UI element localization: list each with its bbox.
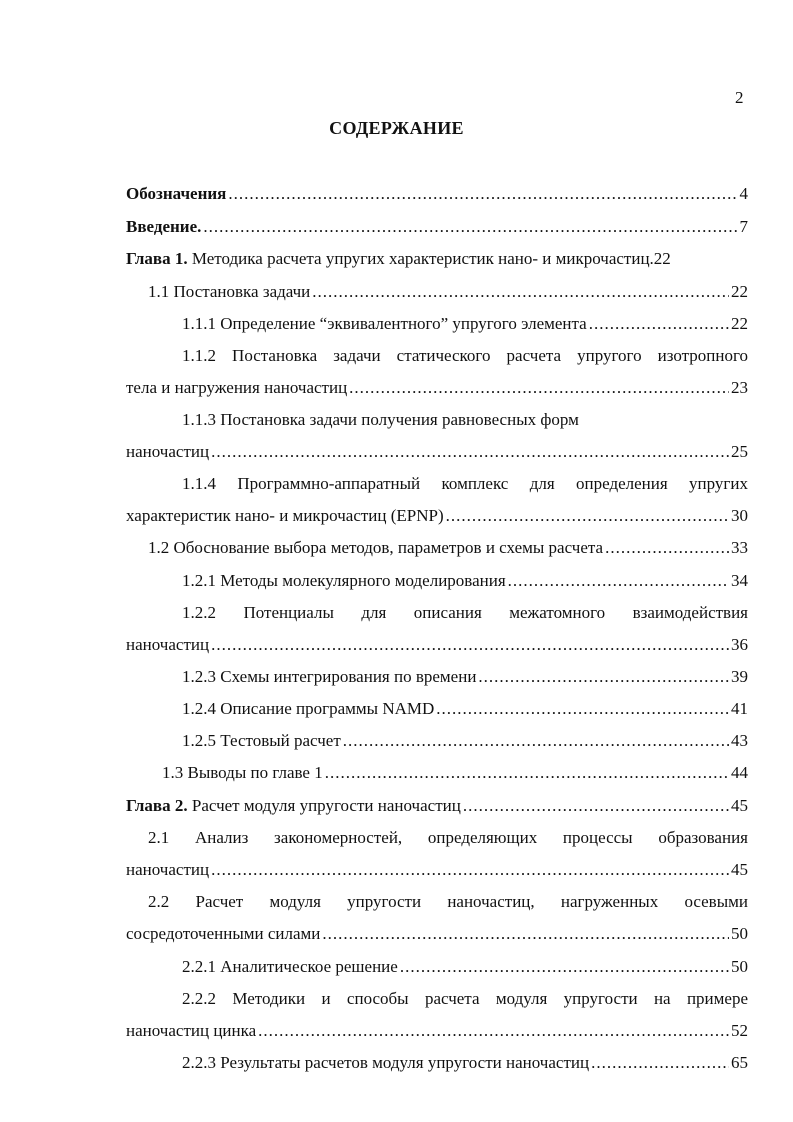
toc-leader xyxy=(400,957,729,977)
toc-label: тела и нагружения наночастиц xyxy=(126,378,348,397)
toc-label: наночастиц xyxy=(126,442,210,461)
toc-label: сосредоточенными силами xyxy=(126,924,321,943)
toc-label: Введение. xyxy=(126,217,202,236)
toc-page: 4 xyxy=(739,184,748,203)
toc-page: 25 xyxy=(731,442,748,461)
toc-page: 43 xyxy=(731,731,748,750)
toc-label: наночастиц цинка xyxy=(126,1021,257,1040)
toc-leader xyxy=(508,571,729,591)
toc-page: 34 xyxy=(731,571,748,590)
toc-page: 22 xyxy=(731,282,748,301)
toc-page: 36 xyxy=(731,635,748,654)
toc-entry-2-2-3[interactable] xyxy=(182,1053,748,1073)
toc-leader xyxy=(258,1021,729,1041)
toc-page: 22 xyxy=(731,314,748,333)
toc-entry-1-2-3[interactable] xyxy=(182,667,748,687)
toc-entry-1-1-3[interactable] xyxy=(126,442,748,462)
toc-leader xyxy=(211,442,729,462)
toc-entry-chapter-1[interactable] xyxy=(126,249,748,269)
toc-entry-1-1-2-line1[interactable]: 1.1.2 Постановка задачи статического расчета упругого изотропного xyxy=(182,346,748,365)
toc-chapter-prefix: Глава 2. xyxy=(126,796,188,815)
toc-leader xyxy=(325,763,729,783)
toc-label: 1.2.1 Методы молекулярного моделирования xyxy=(182,571,506,590)
toc-entry-1-2-2[interactable] xyxy=(126,635,748,655)
toc-entry-chapter-2[interactable] xyxy=(126,796,748,816)
toc-entry-2-2-1[interactable] xyxy=(182,957,748,977)
toc-entry-2-2-line1[interactable]: 2.2 Расчет модуля упругости наночастиц, нагруженных осевыми xyxy=(148,892,748,911)
toc-page: 7 xyxy=(739,217,748,236)
toc-entry-1-1[interactable] xyxy=(148,282,748,302)
toc-label: Расчет модуля упругости наночастиц xyxy=(187,796,461,815)
toc-page: 39 xyxy=(731,667,748,686)
toc-page: 22 xyxy=(653,249,671,268)
toc-leader xyxy=(605,538,729,558)
toc-page: 23 xyxy=(731,378,748,397)
toc-entry-1-1-4-line1[interactable]: 1.1.4 Программно-аппаратный комплекс для определения упругих xyxy=(182,474,748,493)
toc-label: 2.2.1 Аналитическое решение xyxy=(182,957,398,976)
toc-entry-1-2[interactable] xyxy=(148,538,748,558)
toc-label: Обозначения xyxy=(126,184,227,203)
toc-label: 1.2.5 Тестовый расчет xyxy=(182,731,341,750)
toc-leader xyxy=(343,731,729,751)
toc-leader xyxy=(211,860,729,880)
toc-label: 1.1.1 Определение “эквивалентного” упругого элемента xyxy=(182,314,587,333)
toc-page: 45 xyxy=(731,860,748,879)
toc-label: 1.1 Постановка задачи xyxy=(148,282,311,301)
toc-chapter-prefix: Глава 1. xyxy=(126,249,188,268)
toc-entry-2-2-2[interactable] xyxy=(126,1021,748,1041)
toc-entry-1-1-1[interactable] xyxy=(182,314,748,334)
toc-entry-2-1-line1[interactable]: 2.1 Анализ закономерностей, определяющих процессы образования xyxy=(148,828,748,847)
toc-leader xyxy=(478,667,729,687)
toc-page: 65 xyxy=(731,1053,748,1072)
toc-entry-2-1[interactable] xyxy=(126,860,748,880)
toc-label: наночастиц xyxy=(126,860,210,879)
toc-leader xyxy=(312,282,729,302)
toc-leader xyxy=(589,314,729,334)
toc-entry-1-1-2[interactable] xyxy=(126,378,748,398)
toc-entry-oboznacheniya[interactable] xyxy=(126,184,748,204)
toc-leader xyxy=(591,1053,729,1073)
toc-label: 2.2.3 Результаты расчетов модуля упругости наночастиц xyxy=(182,1053,590,1072)
toc-label: наночастиц xyxy=(126,635,210,654)
toc-entry-1-1-4[interactable] xyxy=(126,506,748,526)
toc-page: 33 xyxy=(731,538,748,557)
toc-leader xyxy=(228,184,737,204)
toc-page: 30 xyxy=(731,506,748,525)
toc-entry-1-2-5[interactable] xyxy=(182,731,748,751)
toc-entry-2-2-2-line1[interactable]: 2.2.2 Методики и способы расчета модуля упругости на примере xyxy=(182,989,748,1008)
toc-page: 50 xyxy=(731,924,748,943)
toc-label: 1.2.4 Описание программы NAMD xyxy=(182,699,435,718)
toc-leader xyxy=(322,924,729,944)
toc-entry-1-2-4[interactable] xyxy=(182,699,748,719)
toc-label: 1.2 Обоснование выбора методов, параметров и схемы расчета xyxy=(148,538,604,557)
toc-leader xyxy=(203,217,737,237)
page-title: СОДЕРЖАНИЕ xyxy=(329,118,464,138)
page-number: 2 xyxy=(735,88,744,107)
toc-page: 41 xyxy=(731,699,748,718)
toc-leader xyxy=(436,699,729,719)
toc-leader xyxy=(463,796,729,816)
toc-leader xyxy=(446,506,729,526)
toc-entry-2-2[interactable] xyxy=(126,924,748,944)
toc-page: 52 xyxy=(731,1021,748,1040)
toc-label: 1.2.3 Схемы интегрирования по времени xyxy=(182,667,477,686)
toc-page: 45 xyxy=(731,796,748,815)
toc-entry-vvedenie[interactable] xyxy=(126,217,748,237)
toc-label: характеристик нано- и микрочастиц (EPNP) xyxy=(126,506,444,525)
toc-entry-1-3[interactable] xyxy=(162,763,748,783)
toc-entry-1-1-3-line1[interactable]: 1.1.3 Постановка задачи получения равновесных форм xyxy=(182,410,579,429)
toc-label: Методика расчета упругих характеристик нано- и микрочастиц. xyxy=(187,249,654,268)
toc-entry-1-2-2-line1[interactable]: 1.2.2 Потенциалы для описания межатомного взаимодействия xyxy=(182,603,748,622)
toc-page: 44 xyxy=(731,763,748,782)
toc-leader xyxy=(211,635,729,655)
toc-entry-1-2-1[interactable] xyxy=(182,571,748,591)
toc-leader xyxy=(349,378,729,398)
toc-page: 50 xyxy=(731,957,748,976)
toc-label: 1.3 Выводы по главе 1 xyxy=(162,763,323,782)
